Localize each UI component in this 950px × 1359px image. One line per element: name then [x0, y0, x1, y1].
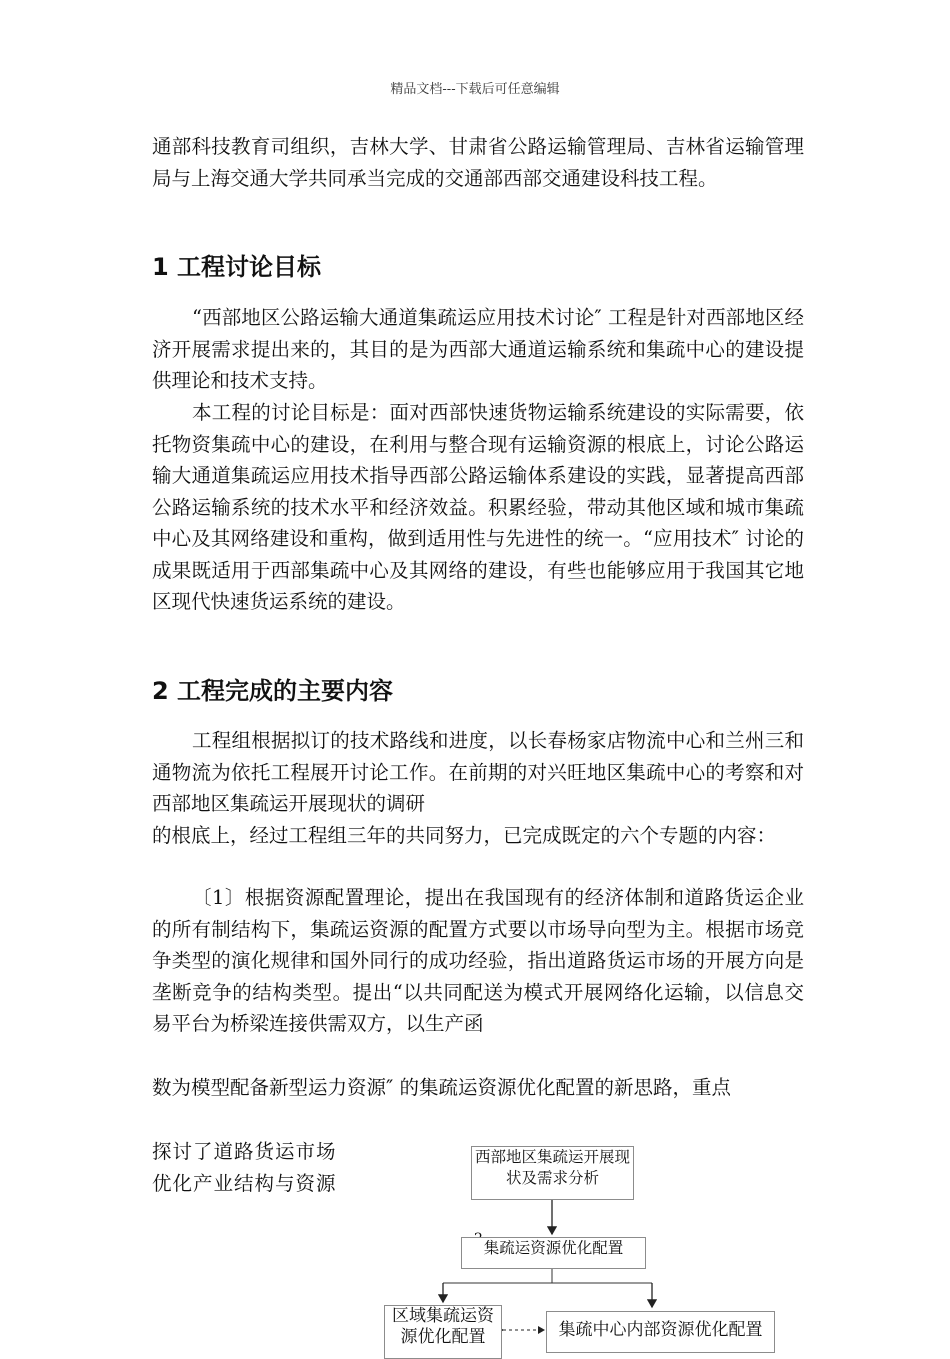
- section-heading-1: 1 工程讨论目标: [152, 253, 322, 281]
- page-header: 精品文档---下载后可任意编辑: [390, 82, 560, 97]
- flowchart-box-status-analysis-label: 西部地区集疏运开展现状及需求分析: [474, 1148, 630, 1187]
- paragraph-research-goal: 本工程的讨论目标是：面对西部快速货物运输系统建设的实际需要，依托物资集疏中心的建设，在利用与整合现有运输资源的根底上，讨论公路运输大通道集疏运应用技术指导西部公路运输体系建设的实践，显著提高西部公路运输系统的技术水平和经济效益。积累经验，带动其他区域和城市集疏中心及其网络建设和重构，做到适用性与先进性的统一。“应用技术″ 讨论的成果既适用于西部集疏中心及其网络的建设，有些也能够应用于我国其它地区现代快速货运系统的建设。: [152, 401, 804, 613]
- flowchart-box-regional-optimization: [384, 1305, 502, 1359]
- flowchart-box-center-optimization: [546, 1311, 775, 1353]
- section-heading-2: 2 工程完成的主要内容: [152, 677, 394, 705]
- flowchart-box-regional-optimization-label: 区域集疏运资源优化配置: [392, 1306, 494, 1347]
- flowchart-box-resource-optimization: [461, 1237, 646, 1269]
- paragraph-item-1-a: 〔1〕根据资源配置理论，提出在我国现有的经济体制和道路货运企业的所有制结构下，集疏运资源的配置方式要以市场导向型为主。根据市场竞争类型的演化规律和国外同行的成功经验，指出道路货运市场的开展方向是垄断竞争的结构类型。提出“以共同配送为模式开展网络化运输，以信息交易平台为桥梁连接供需双方，以生产函: [152, 886, 804, 1035]
- paragraph-item-1-b: 数为模型配备新型运力资源″ 的集疏运资源优化配置的新思路，重点: [152, 1076, 731, 1099]
- paragraph-main-content-a: 工程组根据拟订的技术路线和进度，以长春杨家店物流中心和兰州三和通物流为依托工程展开讨论工作。在前期的对兴旺地区集疏中心的考察和对西部地区集疏运开展现状的调研: [152, 729, 804, 815]
- paragraph-item-1-c1: 探讨了道路货运市场: [152, 1140, 337, 1163]
- intro-paragraph: 通部科技教育司组织，吉林大学、甘肃省公路运输管理局、吉林省运输管理局与上海交通大学共同承当完成的交通部西部交通建设科技工程。: [152, 135, 804, 190]
- flowchart-box-resource-optimization-label: 集疏运资源优化配置: [483, 1239, 624, 1257]
- flowchart-box-status-analysis: [471, 1146, 634, 1200]
- paragraph-research-goal-intro: “西部地区公路运输大通道集疏运应用技术讨论″ 工程是针对西部地区经济开展需求提出来的，其目的是为西部大通道运输系统和集疏中心的建设提供理论和技术支持。: [152, 306, 804, 392]
- paragraph-main-content-b: 的根底上，经过工程组三年的共同努力，已完成既定的六个专题的内容：: [152, 824, 777, 847]
- paragraph-item-1-c2: 优化产业结构与资源: [152, 1172, 337, 1195]
- flowchart-box-center-optimization-label: 集疏中心内部资源优化配置: [558, 1320, 763, 1340]
